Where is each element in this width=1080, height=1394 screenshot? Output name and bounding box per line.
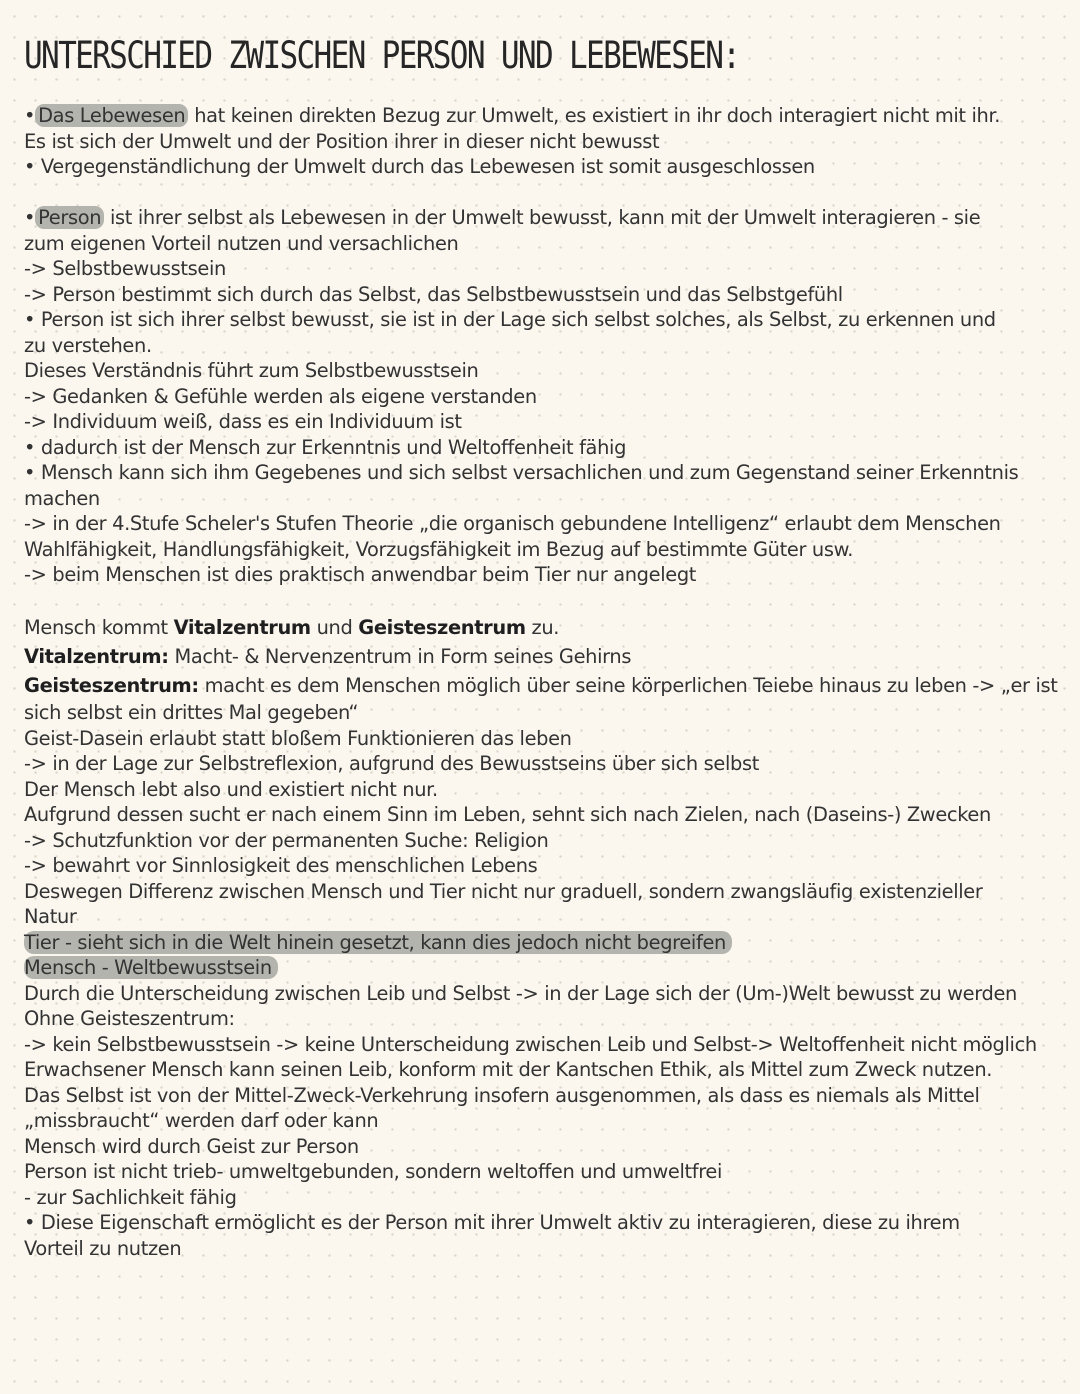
text-line: Deswegen Differenz zwischen Mensch und Tier nicht nur graduell, sondern zwangsläufig existenzieller <box>24 879 983 903</box>
text-line: Dieses Verständnis führt zum Selbstbewusstsein <box>24 359 479 382</box>
text-line <box>24 955 1064 981</box>
text-line: sich selbst ein drittes Mal gegeben“ <box>24 701 359 724</box>
bold-term: Geisteszentrum: <box>24 674 199 697</box>
text-line: • Vergegenständlichung der Umwelt durch das Lebewesen ist somit ausgeschlossen <box>24 155 815 178</box>
text-line: • dadurch ist der Mensch zur Erkenntnis und Weltoffenheit fähig <box>24 435 627 459</box>
text-line: Mensch wird durch Geist zur Person <box>24 1134 359 1158</box>
text-segment: und <box>316 616 353 639</box>
text-line: Es ist sich der Umwelt und der Position ihrer in dieser nicht bewusst <box>24 129 660 153</box>
text-line: „missbraucht“ werden darf oder kann <box>24 1109 379 1132</box>
text-line: machen <box>24 486 100 510</box>
text-line: -> Individuum weiß, dass es ein Individuum ist <box>24 410 462 433</box>
text-segment: Mensch kommt <box>24 616 168 639</box>
text-line <box>24 205 1064 231</box>
text-line <box>24 930 1064 956</box>
text-line: • Diese Eigenschaft ermöglicht es der Person mit ihrer Umwelt aktiv zu interagieren, diese zu ihrem <box>24 1211 960 1234</box>
highlighted-line: Tier - sieht sich in die Welt hinein gesetzt, kann dies jedoch nicht begreifen <box>24 931 732 954</box>
text-line: -> Gedanken & Gefühle werden als eigene verstanden <box>24 384 537 408</box>
bold-term: Vitalzentrum <box>173 616 311 639</box>
bold-term: Geisteszentrum <box>358 616 526 639</box>
spacer <box>24 588 1064 614</box>
text-line: Durch die Unterscheidung zwischen Leib und Selbst -> in der Lage sich der (Um-)Welt bewusst zu werden <box>24 981 1017 1005</box>
text-line: Vorteil zu nutzen <box>24 1236 182 1260</box>
text-line <box>24 613 1064 642</box>
text-segment: macht es dem Menschen möglich über seine körperlichen Teiebe hinaus zu leben -> „er ist <box>204 674 1058 697</box>
bold-term: Vitalzentrum: <box>24 645 169 668</box>
text-line: Wahlfähigkeit, Handlungsfähigkeit, Vorzugsfähigkeit im Bezug auf bestimmte Güter usw. <box>24 537 854 561</box>
highlighted-line: Mensch - Weltbewusstsein <box>24 956 278 979</box>
text-line: -> Selbstbewusstsein <box>24 257 226 280</box>
text-segment: Macht- & Nervenzentrum in Form seines Gehirns <box>174 645 632 668</box>
spacer <box>24 180 1064 206</box>
bullet: • <box>24 104 36 127</box>
highlighted-term: Person <box>35 206 104 229</box>
text-line: -> Person bestimmt sich durch das Selbst, das Selbstbewusstsein und das Selbstgefühl <box>24 282 843 306</box>
text-line: Geist-Dasein erlaubt statt bloßem Funktionieren das leben <box>24 726 572 750</box>
text-line: zum eigenen Vorteil nutzen und versachlichen <box>24 231 459 255</box>
bullet: • <box>24 206 36 229</box>
text-line: Der Mensch lebt also und existiert nicht nur. <box>24 777 438 801</box>
text-line: Das Selbst ist von der Mittel-Zweck-Verkehrung insofern ausgenommen, als dass es niemals als Mittel <box>24 1083 980 1107</box>
text-line: Ohne Geisteszentrum: <box>24 1007 235 1030</box>
text-line: Person ist nicht trieb- umweltgebunden, sondern weltoffen und umweltfrei <box>24 1160 723 1183</box>
text-line: -> in der Lage zur Selbstreflexion, aufgrund des Bewusstseins über sich selbst <box>24 752 759 775</box>
text-segment: zu. <box>531 616 560 639</box>
text-line: • Person ist sich ihrer selbst bewusst, sie ist in der Lage sich selbst solches, als Selbst, zu erkennen und <box>24 308 996 331</box>
highlighted-term: Das Lebewesen <box>35 104 188 127</box>
text-line: - zur Sachlichkeit fähig <box>24 1185 237 1209</box>
text-line: -> bewahrt vor Sinnlosigkeit des menschlichen Lebens <box>24 854 538 877</box>
page-title: UNTERSCHIED ZWISCHEN PERSON UND LEBEWESEN: <box>24 34 740 77</box>
text-line: zu verstehen. <box>24 333 152 357</box>
text-line: -> kein Selbstbewusstsein -> keine Unterscheidung zwischen Leib und Selbst-> Weltoffenheit nicht möglich <box>24 1032 1037 1056</box>
text-line: Erwachsener Mensch kann seinen Leib, konform mit der Kantschen Ethik, als Mittel zum Zweck nutzen. <box>24 1058 993 1081</box>
text-line: -> beim Menschen ist dies praktisch anwendbar beim Tier nur angelegt <box>24 563 697 586</box>
text-line <box>24 671 1064 700</box>
text-line <box>24 642 1064 671</box>
text-line: -> in der 4.Stufe Scheler's Stufen Theorie „die organisch gebundene Intelligenz“ erlaubt dem Menschen <box>24 512 1001 535</box>
text-segment: hat keinen direkten Bezug zur Umwelt, es existiert in ihr doch interagiert nicht mit ihr. <box>194 104 1001 127</box>
text-line: -> Schutzfunktion vor der permanenten Suche: Religion <box>24 828 549 852</box>
text-segment: ist ihrer selbst als Lebewesen in der Umwelt bewusst, kann mit der Umwelt interagieren - sie <box>109 206 981 229</box>
text-line: • Mensch kann sich ihm Gegebenes und sich selbst versachlichen und zum Gegenstand seiner Erkenntnis <box>24 461 1019 484</box>
note-body <box>24 103 1064 1261</box>
text-line <box>24 103 1064 129</box>
text-line: Aufgrund dessen sucht er nach einem Sinn im Leben, sehnt sich nach Zielen, nach (Daseins-) Zwecken <box>24 803 991 826</box>
text-line: Natur <box>24 905 77 928</box>
